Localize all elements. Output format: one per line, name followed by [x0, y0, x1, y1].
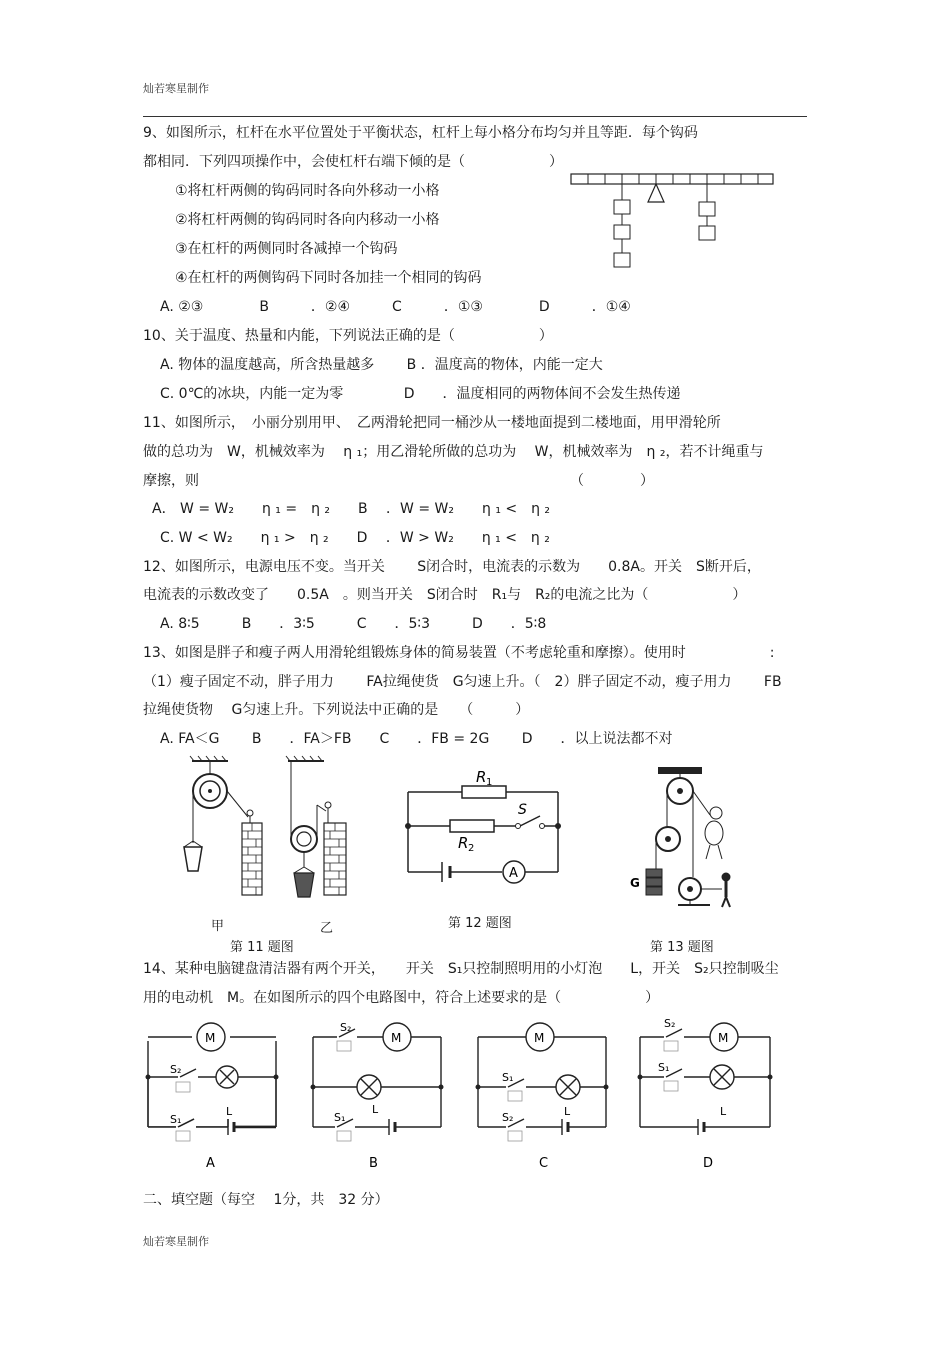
fig13-weight-3 — [646, 887, 662, 895]
q14-line1: 14、某种电脑键盘清洁器有两个开关， 开关 S₁只控制照明用的小灯泡 L，开关 S₂只控制吸尘 — [143, 961, 779, 977]
fig12-r1-label: R — [476, 768, 487, 786]
q14-line2: 用的电动机 M。在如图所示的四个电路图中，符合上述要求的是（ ） — [143, 990, 660, 1006]
circuit-a-s-bot: S₁ — [170, 1113, 182, 1126]
fig13-g-label: G — [630, 876, 640, 890]
fig11-label-yi: 乙 — [320, 921, 334, 936]
page-header: 灿若寒星制作 — [143, 82, 209, 95]
q9-line1: 9、如图所示，杠杆在水平位置处于平衡状态，杠杆上每小格分布均匀并且等距．每个钩码 — [143, 125, 698, 141]
circuit-a-l: L — [226, 1105, 233, 1118]
fig11-pulleys — [178, 755, 358, 915]
fig12-switch-label: S — [518, 802, 527, 818]
circuit-d-s-top: S₂ — [664, 1017, 676, 1030]
right-weight-1 — [699, 202, 715, 216]
left-weight-2 — [614, 225, 630, 239]
fig12-r2-sub: 2 — [468, 843, 475, 854]
lever-bar — [571, 174, 773, 184]
page-footer: 灿若寒星制作 — [143, 1235, 209, 1248]
circuit-d-l: L — [720, 1105, 727, 1118]
fig12-r2-label: R — [458, 834, 469, 852]
brick-wall-yi — [324, 823, 346, 895]
header-rule — [143, 116, 807, 117]
q11-options-ab: A． W = W₂ η ₁ = η ₂ B ．W = W₂ η ₁ < η ₂ — [152, 501, 551, 517]
fig12-circuit — [400, 760, 570, 890]
circuit-d-s-mid: S₁ — [658, 1061, 670, 1074]
circuit-d-letter: D — [703, 1156, 714, 1171]
left-weight-3 — [614, 253, 630, 267]
circuit-a-m: M — [205, 1031, 216, 1045]
fig13-thin-person — [722, 873, 730, 907]
person-yi — [325, 802, 331, 808]
lever-figure — [568, 170, 778, 275]
circuit-b-l: L — [372, 1103, 379, 1116]
fig13-ceiling — [658, 767, 702, 774]
q13-line3: 拉绳使货物 G匀速上升。下列说法中正确的是 （ ） — [143, 702, 530, 718]
q11-line1: 11、如图所示， 小丽分别用甲、 乙两滑轮把同一桶沙从一楼地面提到二楼地面，用甲滑轮所 — [143, 415, 721, 431]
q11-options-cd: C. W < W₂ η ₁ > η ₂ D ．W > W₂ η ₁ < η ₂ — [160, 530, 550, 546]
fig13-fat-person — [705, 807, 723, 859]
q10-stem: 10、关于温度、热量和内能，下列说法正确的是（ ） — [143, 328, 553, 344]
right-weight-2 — [699, 226, 715, 240]
fig13-pulley-system — [628, 765, 738, 920]
circuit-d — [640, 1023, 770, 1135]
q12-options: A. 8∶5 B ．3∶5 C ．5∶3 D ．5∶8 — [160, 616, 547, 632]
q13-line1: 13、如图是胖子和瘦子两人用滑轮组锻炼身体的简易装置（不考虑轮重和摩擦）。使用时 : — [143, 645, 775, 661]
circuit-b-s-bot: S₁ — [334, 1111, 346, 1124]
circuit-b-m: M — [391, 1031, 402, 1045]
fig11-caption: 第 11 题图 — [230, 940, 294, 955]
movable-pulley-icon — [291, 826, 317, 852]
circuit-b-s-top: S₂ — [340, 1021, 352, 1034]
q11-line2: 做的总功为 W，机械效率为 η ₁；用乙滑轮所做的总功为 W，机械效率为 η ₂，若不计绳重与 — [143, 444, 764, 460]
fig12-ammeter-label: A — [509, 866, 518, 881]
left-weight-1 — [614, 200, 630, 214]
fig12-r1-sub: 1 — [486, 777, 493, 788]
circuit-d-m: M — [718, 1031, 729, 1045]
q9-item-4: ④在杠杆的两侧钩码下同时各加挂一个相同的钩码 — [175, 270, 482, 286]
person-jia — [247, 810, 253, 816]
q12-line2: 电流表的示数改变了 0.5A 。则当开关 S闭合时 R₁与 R₂的电流之比为（ ） — [143, 587, 747, 603]
sand-bucket-yi — [294, 873, 314, 897]
fig13-caption: 第 13 题图 — [650, 940, 714, 955]
circuit-b-letter: B — [369, 1156, 378, 1171]
sand-bucket-jia — [184, 847, 202, 871]
circuit-a-letter: A — [206, 1156, 215, 1171]
circuit-c-letter: C — [539, 1156, 549, 1171]
circuit-b — [313, 1023, 441, 1141]
q10-options-ab: A. 物体的温度越高，所含热量越多 B ．温度高的物体，内能一定大 — [160, 357, 603, 373]
fig12-caption: 第 12 题图 — [448, 916, 512, 931]
q9-options: A. ②③ B ．②④ C ．①③ D ．①④ — [160, 299, 631, 315]
brick-wall-jia — [242, 823, 262, 895]
q10-options-cd: C. 0℃的冰块，内能一定为零 D ．温度相同的两物体间不会发生热传递 — [160, 386, 681, 402]
q13-line2: （1）瘦子固定不动，胖子用力 FA拉绳使货 G匀速上升。（ 2）胖子固定不动，瘦子用力 FB — [143, 674, 782, 690]
q12-line1: 12、如图所示，电源电压不变。当开关 S闭合时，电流表的示数为 0.8A。开关 S断开后， — [143, 559, 761, 575]
q9-line2: 都相同．下列四项操作中，会使杠杆右端下倾的是（ ） — [143, 154, 563, 170]
q13-options: A. FA＜G B ．FA＞FB C ．FB = 2G D ．以上说法都不对 — [160, 731, 673, 747]
q11-line3: 摩擦，则 （ ） — [143, 473, 654, 489]
fig11-label-jia: 甲 — [211, 919, 225, 934]
q14-circuits — [140, 1015, 800, 1175]
circuit-c-l: L — [564, 1105, 571, 1118]
fulcrum-icon — [648, 184, 664, 202]
circuit-c-s-bot: S₂ — [502, 1111, 514, 1124]
fig13-weight-1 — [646, 869, 662, 877]
circuit-c-m: M — [534, 1031, 545, 1045]
fig13-weight-2 — [646, 878, 662, 886]
circuit-a-s-mid: S₂ — [170, 1063, 182, 1076]
q9-item-2: ②将杠杆两侧的钩码同时各向内移动一小格 — [175, 212, 440, 228]
q9-item-3: ③在杠杆的两侧同时各减掉一个钩码 — [175, 241, 398, 257]
circuit-a — [148, 1037, 276, 1141]
section2-title: 二、填空题（每空 1分，共 32 分） — [143, 1192, 389, 1208]
q9-item-1: ①将杠杆两侧的钩码同时各向外移动一小格 — [175, 183, 440, 199]
circuit-c-s-mid: S₁ — [502, 1071, 514, 1084]
